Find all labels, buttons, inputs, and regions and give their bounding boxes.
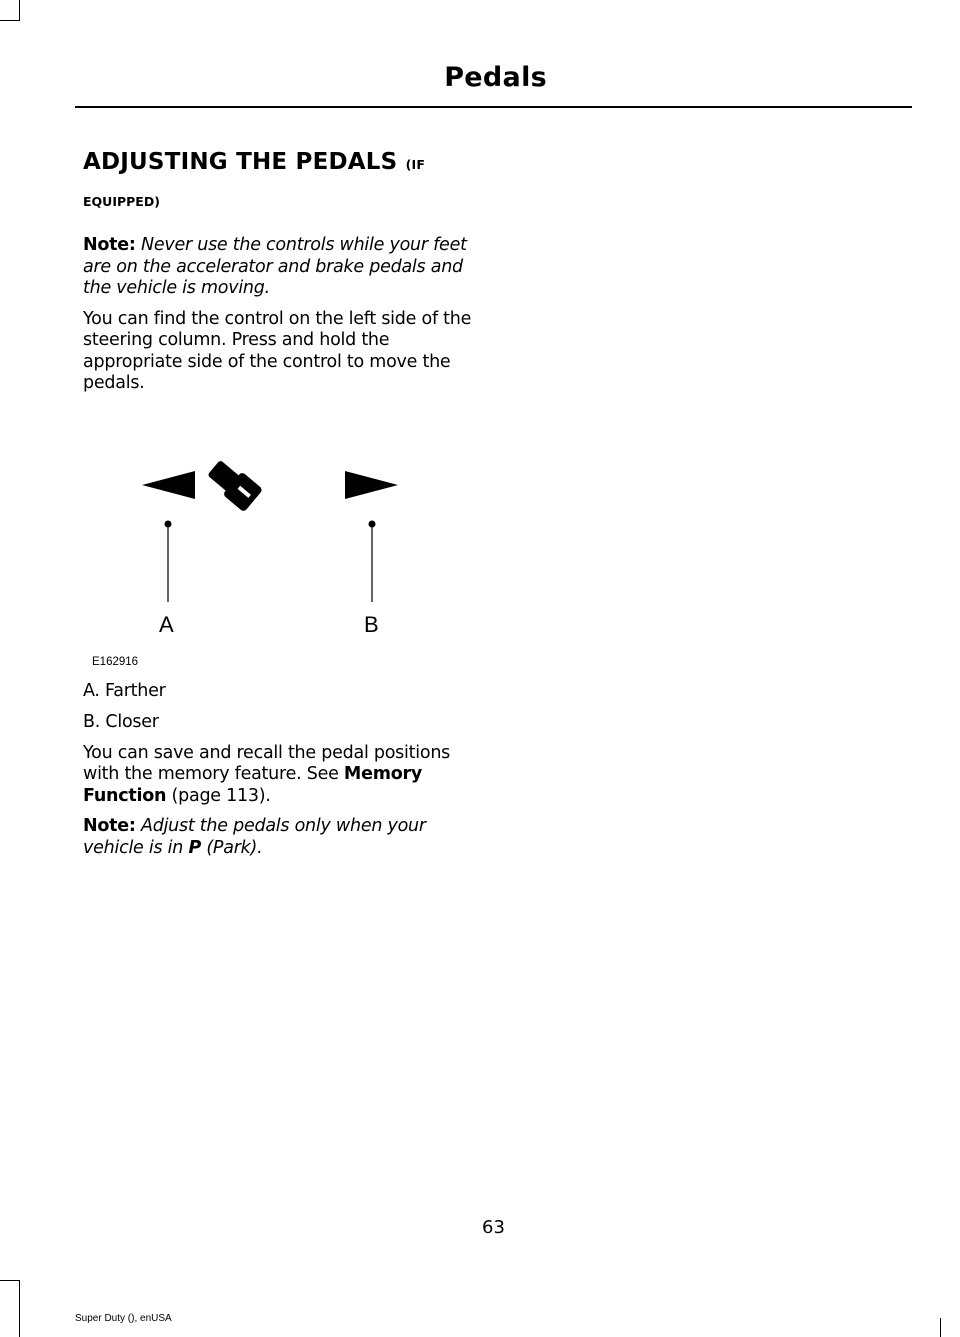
header-divider: [75, 106, 912, 108]
callout-label-b: B: [364, 611, 379, 637]
callout-label-a: A: [159, 611, 174, 637]
left-arrow-icon: [142, 471, 195, 499]
note-text: Never use the controls while your feet are on the accelerator and brake pedals and the vehicle is moving.: [83, 235, 467, 298]
callout-line-a: [165, 520, 172, 602]
note-label: Note:: [83, 235, 136, 255]
crop-mark: [0, 1280, 20, 1281]
legend-item-a: A. Farther: [83, 680, 166, 701]
footer-doc-info: Super Duty (), enUSA: [75, 1313, 172, 1324]
callout-line-b: [369, 520, 376, 602]
body-paragraph: You can find the control on the left side of the steering column. Press and hold the appropriate side of the control to move the pedals.: [83, 308, 472, 393]
body-text: You can save and recall the pedal positions with the memory feature. See: [83, 742, 451, 784]
right-arrow-icon: [345, 471, 398, 499]
section-heading: [83, 148, 478, 179]
note-text: Adjust the pedals only when your vehicle is in: [83, 816, 426, 858]
crop-mark: [19, 1280, 20, 1337]
section-heading-suffix: (IF: [405, 157, 426, 172]
pedal-control-figure: [83, 399, 478, 669]
note-label: Note:: [83, 816, 136, 836]
page-reference: (page 113).: [166, 785, 271, 806]
body-paragraph-memory: [83, 743, 478, 808]
section-heading-continued: EQUIPPED): [83, 194, 160, 209]
note-paragraph-park: [83, 816, 478, 859]
crop-mark: [0, 20, 20, 21]
memory-function-link[interactable]: Memory Function: [83, 764, 423, 806]
note-paragraph: [83, 235, 478, 300]
crop-mark: [19, 0, 20, 20]
pedal-icon: [204, 456, 263, 512]
legend-item-b: B. Closer: [83, 712, 159, 732]
section-heading-main: ADJUSTING THE PEDALS: [83, 149, 398, 175]
gear-p: P: [188, 837, 202, 858]
page-header-title: Pedals: [444, 62, 547, 93]
note-text-end: (Park).: [201, 837, 263, 858]
figure-id: E162916: [92, 655, 139, 668]
content-column: [83, 148, 478, 859]
crop-mark: [940, 1318, 941, 1337]
pedal-control-diagram: [83, 399, 478, 669]
page-number: 63: [482, 1217, 505, 1238]
